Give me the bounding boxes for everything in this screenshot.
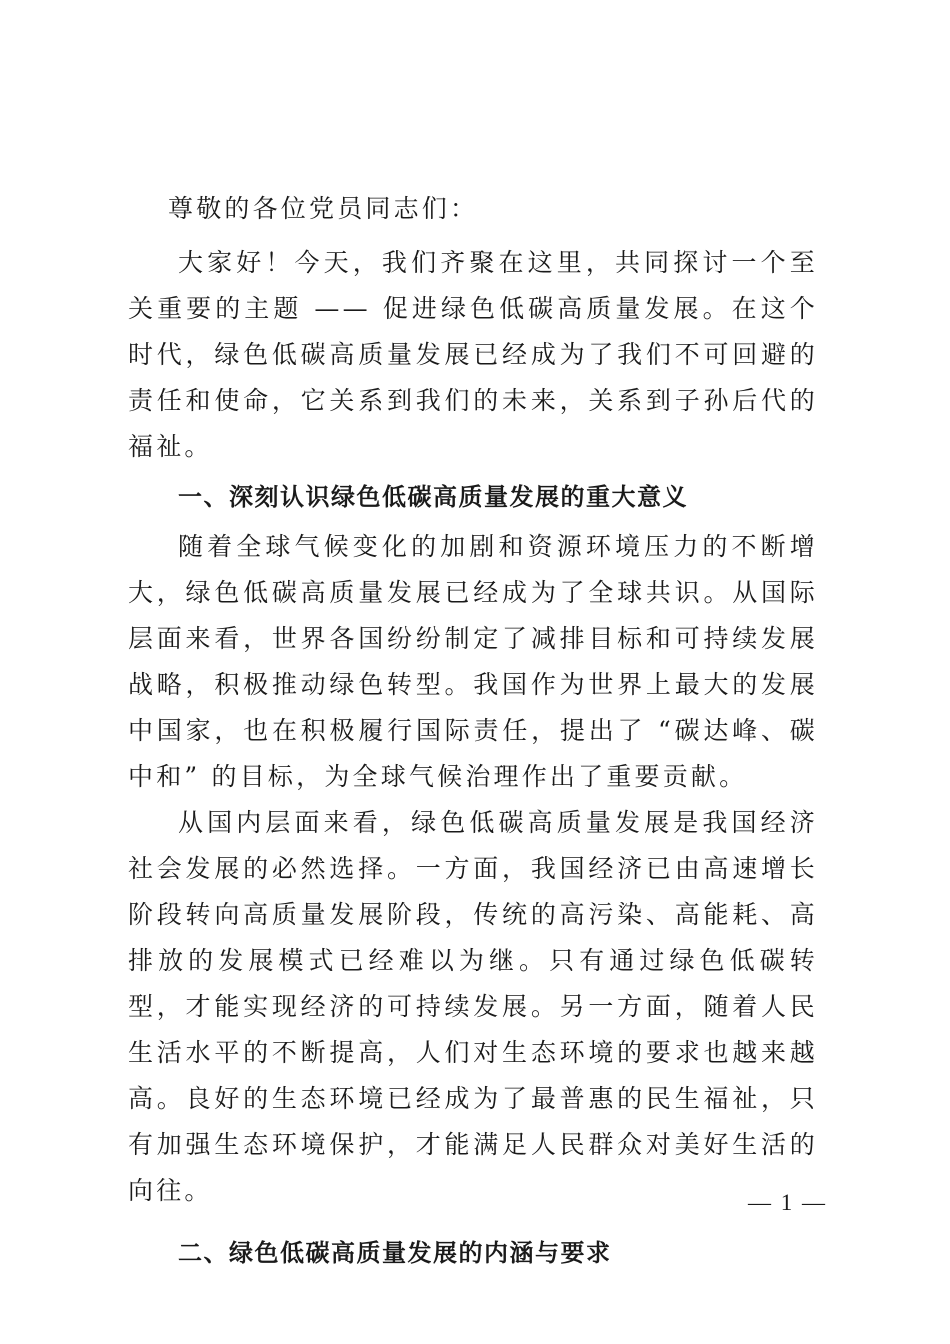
section-1-paragraph-2: 从国内层面来看，绿色低碳高质量发展是我国经济社会发展的必然选择。一方面，我国经济已由高速增长阶段转向高质量发展阶段，传统的高污染、高能耗、高排放的发展模式已经难以为继。只有通过绿色低碳转型，才能实现经济的可持续发展。另一方面，随着人民生活水平的不断提高，人们对生态环境的要求也越来越高。良好的生态环境已经成为了最普惠的民生福祉，只有加强生态环境保护，才能满足人民群众对美好生活的向往。 <box>128 808 818 1205</box>
intro-paragraph: 大家好！今天，我们齐聚在这里，共同探讨一个至关重要的主题 —— 促进绿色低碳高质量发展。在这个时代，绿色低碳高质量发展已经成为了我们不可回避的责任和使命，它关系到我们的未来，关系到子孙后代的福祉。 <box>128 248 818 461</box>
page-number: — 1 — <box>748 1190 827 1215</box>
document-body <box>128 186 818 1280</box>
section-2-heading: 二、绿色低碳高质量发展的内涵与要求 <box>178 1239 612 1267</box>
section-1-heading: 一、深刻认识绿色低碳高质量发展的重大意义 <box>178 483 688 511</box>
salutation: 尊敬的各位党员同志们： <box>168 194 479 223</box>
section-1-paragraph-1: 随着全球气候变化的加剧和资源环境压力的不断增大，绿色低碳高质量发展已经成为了全球共识。从国际层面来看，世界各国纷纷制定了减排目标和可持续发展战略，积极推动绿色转型。我国作为世界上最大的发展中国家，也在积极履行国际责任，提出了 “碳达峰、碳中和” 的目标，为全球气候治理作出了重要贡献。 <box>128 532 818 791</box>
